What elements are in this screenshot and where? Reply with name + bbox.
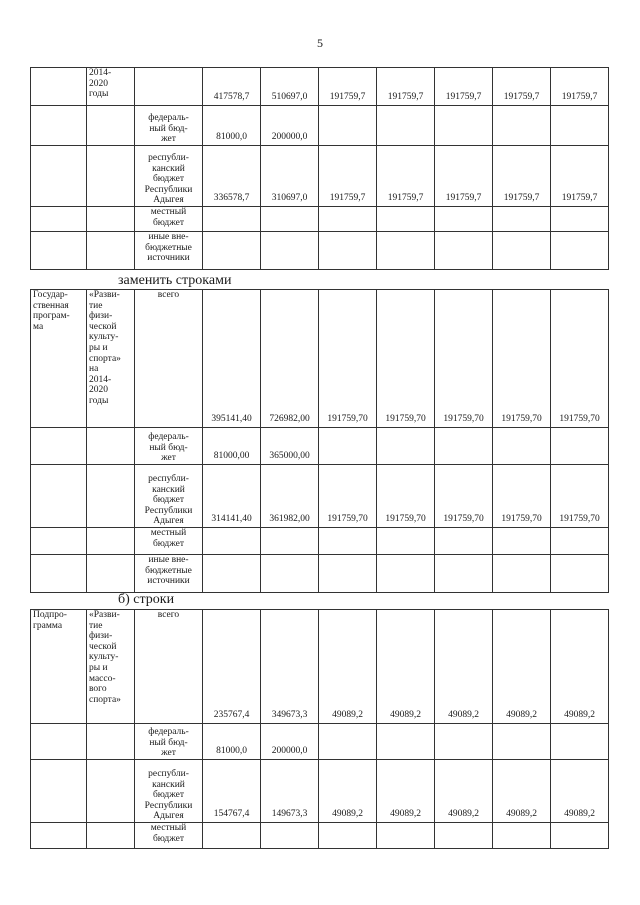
value-cell: 235767,4 [203, 610, 261, 724]
value-cell: 191759,70 [319, 290, 377, 428]
subprogram-table [30, 609, 609, 849]
table-row [31, 428, 609, 465]
page-number: 5 [317, 36, 323, 50]
value-cell: 81000,0 [203, 106, 261, 146]
funding-source: местный бюджет [150, 207, 187, 228]
table-row [31, 724, 609, 760]
program-name: «Разви- тие физи- ческой культу- ры и спорта» на 2014- 2020 годы [89, 290, 121, 406]
value-cell: 336578,7 [203, 146, 261, 207]
value-cell: 191759,7 [377, 146, 435, 207]
value-cell: 49089,2 [319, 760, 377, 823]
funding-source: иные вне- бюджетные источники [145, 555, 192, 587]
value-cell: 200000,0 [261, 106, 319, 146]
value-cell: 191759,7 [551, 146, 609, 207]
value-cell: 49089,2 [377, 760, 435, 823]
budget-table-continuation [30, 67, 609, 270]
value-cell: 191759,7 [551, 68, 609, 106]
table-row [31, 290, 609, 428]
value-cell: 191759,70 [493, 290, 551, 428]
value-cell: 191759,70 [319, 465, 377, 528]
b-rows-heading: б) строки [118, 592, 175, 607]
replace-rows-heading: заменить строками [118, 273, 232, 288]
value-cell: 191759,70 [493, 465, 551, 528]
funding-source: федераль- ный бюд- жет [148, 432, 189, 464]
value-cell: 191759,7 [377, 68, 435, 106]
value-cell: 310697,0 [261, 146, 319, 207]
value-cell: 49089,2 [435, 610, 493, 724]
funding-source: республи- канский бюджет Республики Адыгея [144, 474, 193, 527]
program-years: 2014- 2020 годы [89, 68, 112, 100]
value-cell: 417578,7 [203, 68, 261, 106]
value-cell: 49089,2 [435, 760, 493, 823]
value-cell: 200000,0 [261, 724, 319, 760]
funding-source: республи- канский бюджет Республики Адыгея [144, 769, 193, 822]
value-cell: 49089,2 [551, 760, 609, 823]
value-cell: 349673,3 [261, 610, 319, 724]
value-cell: 154767,4 [203, 760, 261, 823]
table-row [31, 68, 609, 106]
funding-source: всего [157, 290, 180, 300]
table-row [31, 207, 609, 232]
value-cell: 191759,7 [435, 146, 493, 207]
value-cell: 314141,40 [203, 465, 261, 528]
table-row [31, 146, 609, 207]
value-cell: 49089,2 [493, 610, 551, 724]
funding-source: местный бюджет [150, 823, 187, 844]
funding-source: федераль- ный бюд- жет [148, 727, 189, 759]
table-row [31, 232, 609, 270]
value-cell: 365000,00 [261, 428, 319, 465]
table-row [31, 106, 609, 146]
value-cell: 49089,2 [493, 760, 551, 823]
value-cell: 726982,00 [261, 290, 319, 428]
table-row [31, 823, 609, 849]
value-cell: 191759,7 [493, 68, 551, 106]
value-cell: 191759,7 [319, 68, 377, 106]
program-name: «Разви- тие физи- ческой культу- ры и массо- вого спорта» [89, 610, 121, 705]
state-program-table [30, 289, 609, 593]
value-cell: 49089,2 [377, 610, 435, 724]
table-row [31, 465, 609, 528]
table-row [31, 555, 609, 593]
program-years-cell [87, 68, 135, 106]
value-cell: 361982,00 [261, 465, 319, 528]
value-cell: 191759,70 [435, 290, 493, 428]
value-cell: 191759,70 [551, 465, 609, 528]
table-row [31, 610, 609, 724]
value-cell: 191759,70 [377, 290, 435, 428]
funding-source: местный бюджет [150, 528, 187, 549]
value-cell: 395141,40 [203, 290, 261, 428]
table-row [31, 760, 609, 823]
value-cell: 191759,70 [551, 290, 609, 428]
funding-source: федераль- ный бюд- жет [148, 113, 189, 145]
value-cell: 81000,00 [203, 428, 261, 465]
value-cell: 49089,2 [319, 610, 377, 724]
value-cell: 191759,7 [493, 146, 551, 207]
funding-source: иные вне- бюджетные источники [145, 232, 192, 264]
program-status: Подпро- грамма [33, 610, 67, 631]
table-row [31, 528, 609, 555]
funding-source: республи- канский бюджет Республики Адыгея [144, 153, 193, 206]
value-cell: 81000,0 [203, 724, 261, 760]
value-cell: 191759,70 [435, 465, 493, 528]
funding-source: всего [157, 610, 180, 620]
value-cell: 191759,7 [435, 68, 493, 106]
value-cell: 149673,3 [261, 760, 319, 823]
value-cell: 510697,0 [261, 68, 319, 106]
value-cell: 191759,70 [377, 465, 435, 528]
program-status: Государ- ственная програм- ма [33, 290, 70, 332]
value-cell: 49089,2 [551, 610, 609, 724]
value-cell: 191759,7 [319, 146, 377, 207]
